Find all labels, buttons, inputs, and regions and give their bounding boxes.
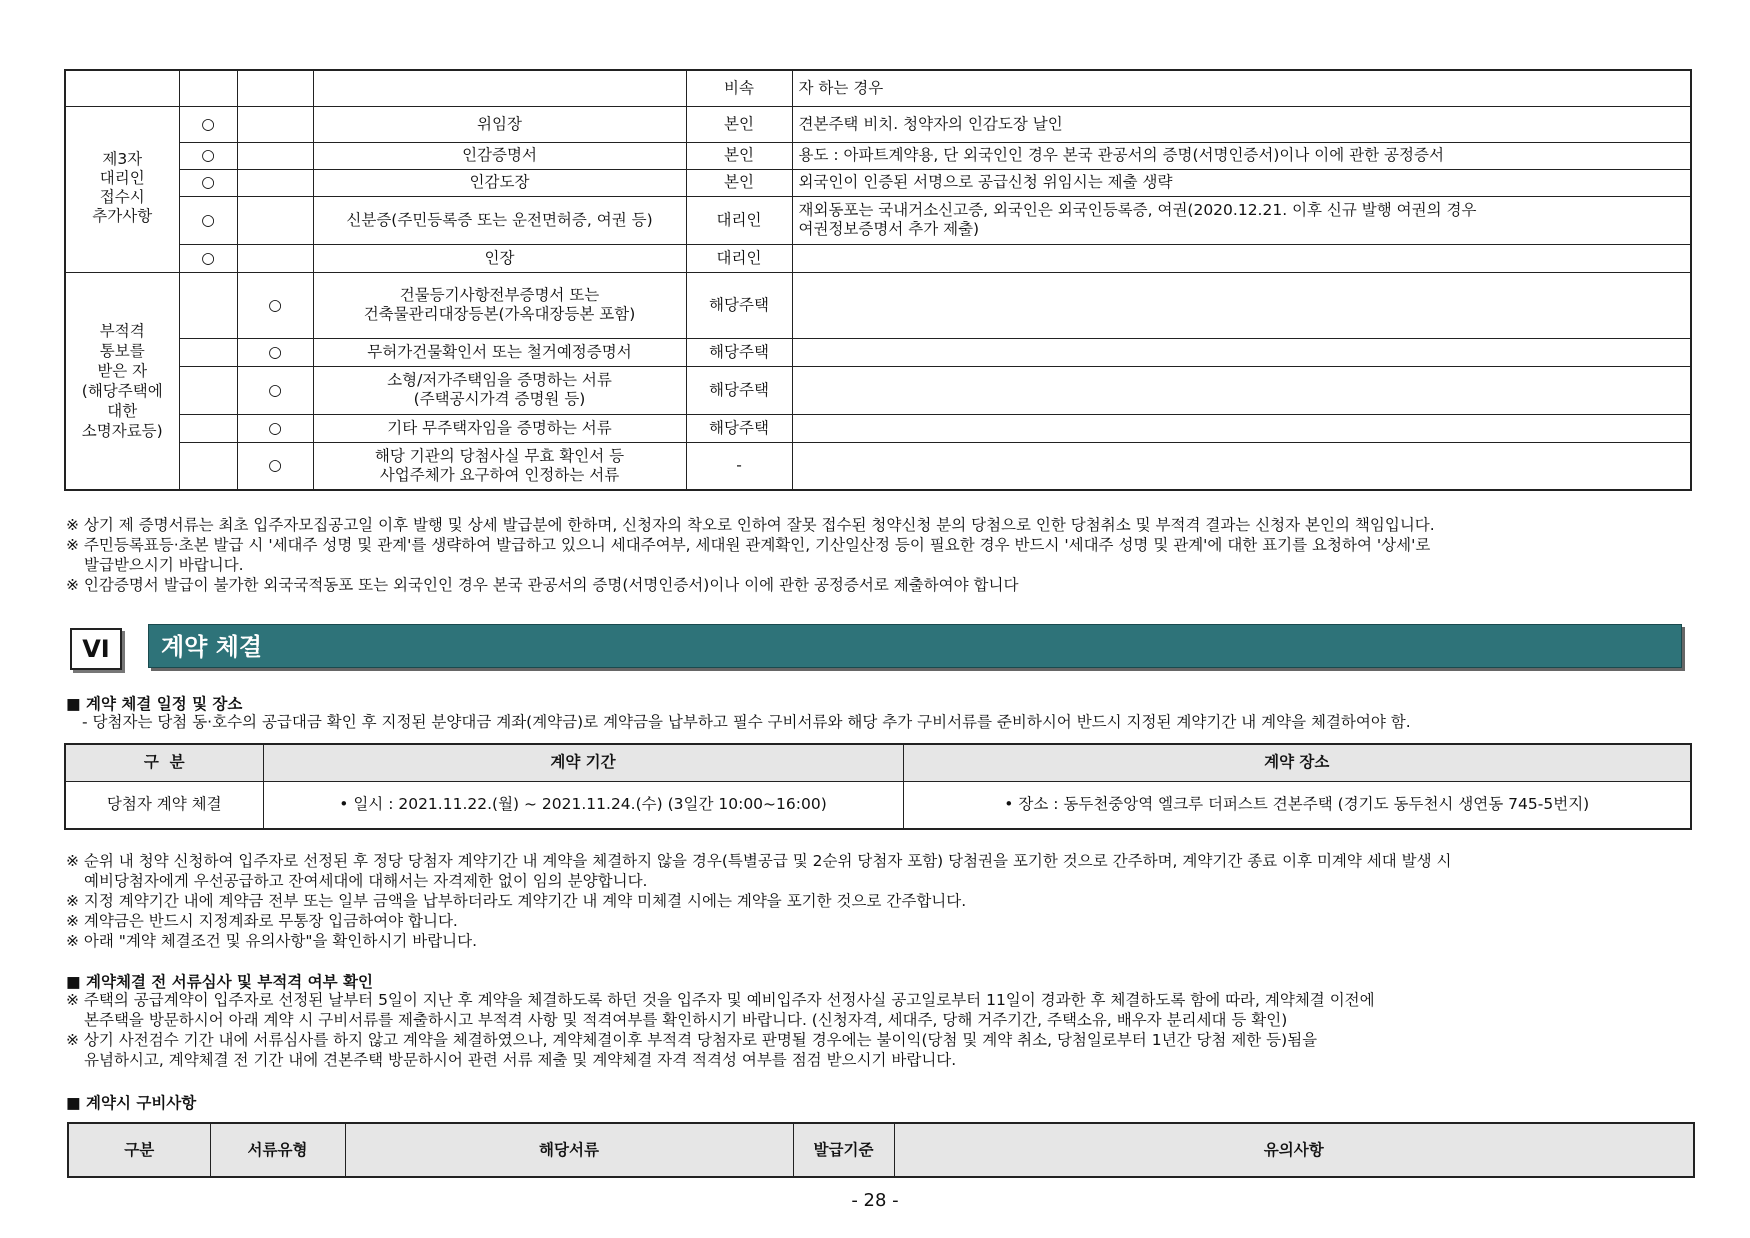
check-mark: ○ (179, 196, 237, 244)
table-row (65, 366, 1691, 414)
table-row (65, 338, 1691, 366)
check-mark: ○ (237, 366, 313, 414)
document-owner: 해당주택 (686, 272, 792, 338)
column-header: 발급기준 (793, 1123, 894, 1177)
check-mark: ○ (237, 338, 313, 366)
column-header: 계약 장소 (903, 744, 1691, 781)
document-owner: 본인 (686, 169, 792, 196)
table-row (65, 414, 1691, 442)
document-note: 외국인이 인증된 서명으로 공급신청 위임시는 제출 생략 (792, 169, 1691, 196)
document-name: 위임장 (313, 106, 686, 142)
note-line: ※ 순위 내 청약 신청하여 입주자로 선정된 후 정당 당첨자 계약기간 내 계약을 체결하지 않을 경우(특별공급 및 2순위 당첨자 포함) 당첨권을 포기한 것으로 간주하며, 계약기간 종료 이후 미계약 세대 발생 시 (66, 852, 1452, 870)
subheading-requirements: ■ 계약시 구비사항 (66, 1094, 197, 1112)
check-mark: ○ (179, 244, 237, 272)
note-line: ※ 지정 계약기간 내에 계약금 전부 또는 일부 금액을 납부하더라도 계약기간 내 계약 미체결 시에는 계약을 포기한 것으로 간주합니다. (66, 892, 967, 910)
document-owner: 본인 (686, 142, 792, 169)
note-line: ※ 아래 "계약 체결조건 및 유의사항"을 확인하시기 바랍니다. (66, 932, 478, 950)
note-line: 발급받으시기 바랍니다. (84, 556, 244, 574)
table-cell: • 장소 : 동두천중앙역 엘크루 더퍼스트 견본주택 (경기도 동두천시 생연동 745-5번지) (903, 781, 1691, 829)
document-name: 소형/저가주택임을 증명하는 서류 (주택공시가격 증명원 등) (313, 366, 686, 414)
table-row (65, 244, 1691, 272)
column-header: 구분 (68, 1123, 210, 1177)
check-mark: ○ (237, 414, 313, 442)
required-documents-table (64, 69, 1692, 491)
document-owner: 본인 (686, 106, 792, 142)
note-line: 유념하시고, 계약체결 전 기간 내에 견본주택 방문하시어 관련 서류 제출 및 계약체결 자격 적격성 여부를 점검 받으시기 바랍니다. (84, 1051, 957, 1069)
document-note (792, 244, 1691, 272)
check-mark: ○ (237, 442, 313, 490)
column-header: 계약 기간 (263, 744, 903, 781)
section-number: VI (70, 628, 122, 670)
group-label-ineligible: 부적격 통보를 받은 자 (해당주택에 대한 소명자료등) (65, 272, 179, 490)
note-line: ※ 주택의 공급계약이 입주자로 선정된 날부터 5일이 지난 후 계약을 체결하도록 하던 것을 입주자 및 예비입주자 선정사실 공고일로부터 11일이 경과한 후 체결하도록 함에 따라, 계약체결 이전에 (66, 991, 1375, 1009)
document-owner: 해당주택 (686, 366, 792, 414)
column-header: 유의사항 (894, 1123, 1694, 1177)
page-number: - 28 - (851, 1190, 899, 1211)
subheading-schedule: ■ 계약 체결 일정 및 장소 (66, 695, 243, 713)
subheading-document-review: ■ 계약체결 전 서류심사 및 부적격 여부 확인 (66, 973, 373, 991)
note-line: 예비당첨자에게 우선공급하고 잔여세대에 대해서는 자격제한 없이 임의 분양합니다. (84, 872, 648, 890)
document-note: 견본주택 비치. 청약자의 인감도장 날인 (792, 106, 1691, 142)
contract-schedule-table (64, 743, 1692, 830)
column-header: 서류유형 (210, 1123, 345, 1177)
schedule-description: - 당첨자는 당첨 동·호수의 공급대금 확인 후 지정된 분양대금 계좌(계약금)로 계약금을 납부하고 필수 구비서류와 해당 추가 구비서류를 준비하시어 반드시 지정된 계약기간 내 계약을 체결하여야 함. (82, 713, 1411, 731)
document-name: 기타 무주택자임을 증명하는 서류 (313, 414, 686, 442)
check-mark: ○ (237, 272, 313, 338)
document-owner: 대리인 (686, 196, 792, 244)
note-line: ※ 상기 사전검수 기간 내에 서류심사를 하지 않고 계약을 체결하였으나, 계약체결이후 부적격 당첨자로 판명될 경우에는 불이익(당첨 및 계약 취소, 당첨일로부터 1년간 당첨 제한 등)됨을 (66, 1031, 1318, 1049)
table-cell: 비속 (686, 70, 792, 106)
document-name: 인감증명서 (313, 142, 686, 169)
note-line: ※ 계약금은 반드시 지정계좌로 무통장 입금하여야 합니다. (66, 912, 458, 930)
table-cell: 자 하는 경우 (792, 70, 1691, 106)
table-header-row (68, 1123, 1694, 1177)
table-row (65, 196, 1691, 244)
document-name: 인감도장 (313, 169, 686, 196)
check-mark: ○ (179, 169, 237, 196)
table-row (65, 272, 1691, 338)
note-line: ※ 상기 제 증명서류는 최초 입주자모집공고일 이후 발행 및 상세 발급분에 한하며, 신청자의 착오로 인하여 잘못 접수된 청약신청 분의 당첨으로 인한 당첨취소 및 부적격 결과는 신청자 본인의 책임입니다. (66, 516, 1435, 534)
document-name: 해당 기관의 당첨사실 무효 확인서 등 사업주체가 요구하여 인정하는 서류 (313, 442, 686, 490)
document-note: 용도 : 아파트계약용, 단 외국인인 경우 본국 관공서의 증명(서명인증서)이나 이에 관한 공정증서 (792, 142, 1691, 169)
table-cell: • 일시 : 2021.11.22.(월) ~ 2021.11.24.(수) (3일간 10:00~16:00) (263, 781, 903, 829)
table-row (65, 70, 1691, 106)
document-name: 인장 (313, 244, 686, 272)
table-row (65, 442, 1691, 490)
column-header: 구 분 (65, 744, 263, 781)
group-label-third-party: 제3자 대리인 접수시 추가사항 (65, 106, 179, 272)
document-owner: 해당주택 (686, 414, 792, 442)
document-name: 무허가건물확인서 또는 철거예정증명서 (313, 338, 686, 366)
table-row (65, 106, 1691, 142)
note-line: ※ 주민등록표등‧초본 발급 시 '세대주 성명 및 관계'를 생략하여 발급하고 있으니 세대주여부, 세대원 관계확인, 기산일산정 등이 필요한 경우 반드시 '세대주 성명 및 관계'에 대한 표기를 요청하여 '상세'로 (66, 536, 1431, 554)
document-owner: 대리인 (686, 244, 792, 272)
note-line: ※ 인감증명서 발급이 불가한 외국국적동포 또는 외국인인 경우 본국 관공서의 증명(서명인증서)이나 이에 관한 공정증서로 제출하여야 합니다 (66, 576, 1019, 594)
note-line: 본주택을 방문하시어 아래 계약 시 구비서류를 제출하시고 부적격 사항 및 적격여부를 확인하시기 바랍니다. (신청자격, 세대주, 당해 거주기간, 주택소유, 배우자 분리세대 등 확인) (84, 1011, 1288, 1029)
check-mark: ○ (179, 106, 237, 142)
table-header-row (65, 744, 1691, 781)
table-row (65, 781, 1691, 829)
table-row (65, 169, 1691, 196)
document-name: 건물등기사항전부증명서 또는 건축물관리대장등본(가옥대장등본 포함) (313, 272, 686, 338)
check-mark: ○ (179, 142, 237, 169)
table-row (65, 142, 1691, 169)
column-header: 해당서류 (345, 1123, 793, 1177)
document-owner: 해당주택 (686, 338, 792, 366)
document-name: 신분증(주민등록증 또는 운전면허증, 여권 등) (313, 196, 686, 244)
document-owner: - (686, 442, 792, 490)
table-cell: 당첨자 계약 체결 (65, 781, 263, 829)
document-note: 재외동포는 국내거소신고증, 외국인은 외국인등록증, 여권(2020.12.21. 이후 신규 발행 여권의 경우 여권정보증명서 추가 제출) (792, 196, 1691, 244)
section-title: 계약 체결 (148, 624, 1682, 668)
contract-requirements-table (67, 1122, 1695, 1178)
